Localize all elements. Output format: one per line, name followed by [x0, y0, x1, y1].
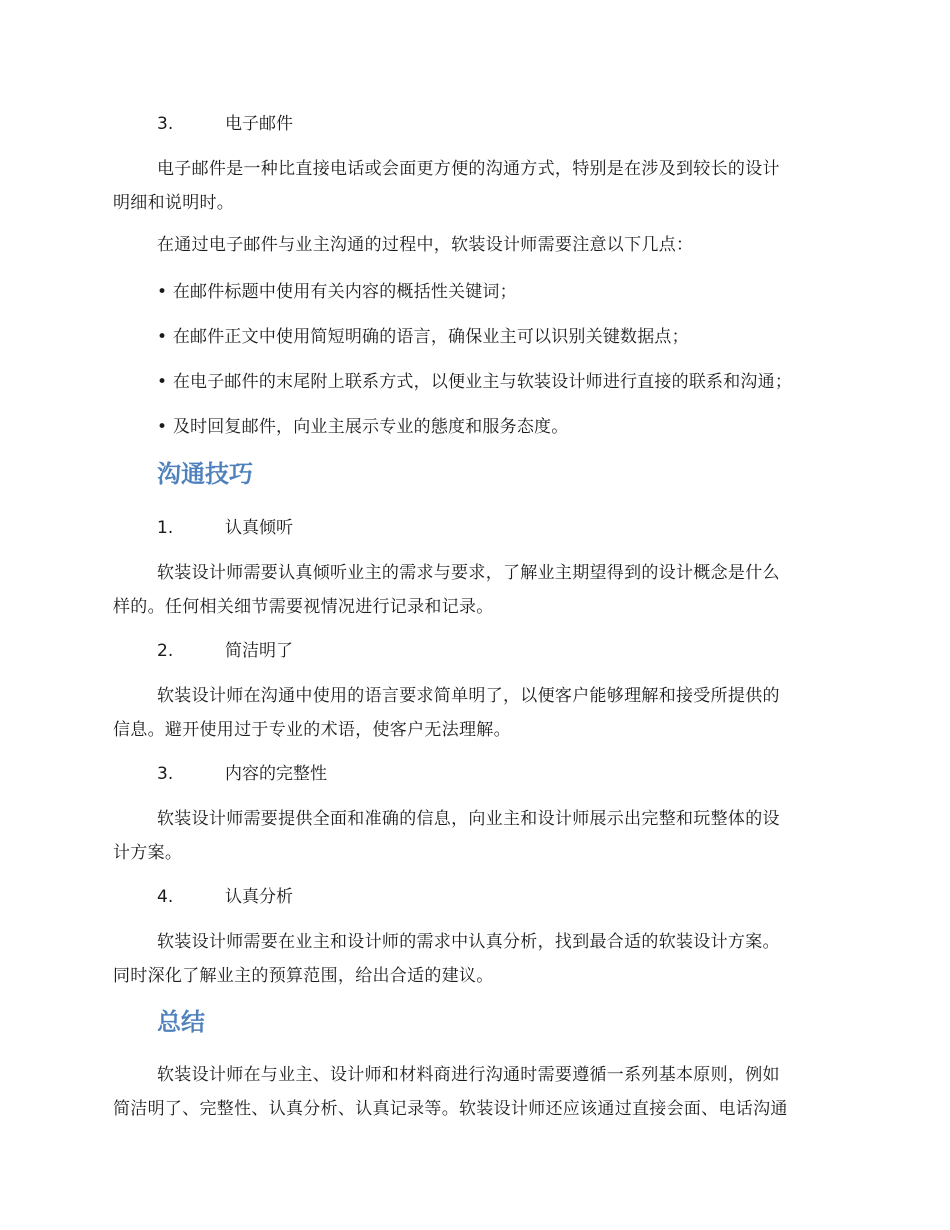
- paragraph-line: 软装设计师需要在业主和设计师的需求中认真分析，找到最合适的软装设计方案。: [157, 932, 780, 952]
- paragraph-line: 计方案。: [113, 843, 183, 863]
- paragraph-line: 软装设计师在与业主、设计师和材料商进行沟通时需要遵循一系列基本原则，例如: [157, 1065, 780, 1085]
- paragraph-concise: [113, 679, 837, 747]
- list-number: 3.: [157, 764, 174, 784]
- paragraph-line: 样的。任何相关细节需要视情况进行记录和记录。: [113, 597, 494, 617]
- bullet-item: • 在邮件正文中使用简短明确的语言，确保业主可以识别关键数据点；: [157, 327, 689, 347]
- section-heading-skills: 沟通技巧: [157, 460, 253, 488]
- paragraph-analysis: [113, 925, 837, 993]
- paragraph-email-intro: [113, 228, 837, 262]
- paragraph-line: 信息。避开使用过于专业的术语，使客户无法理解。: [113, 720, 511, 740]
- list-number: 4.: [157, 887, 174, 907]
- list-number: 2.: [157, 641, 174, 661]
- paragraph-line: 明细和说明时。: [113, 193, 235, 213]
- item-title-concise: 简洁明了: [225, 641, 293, 661]
- paragraph-completeness: [113, 802, 837, 870]
- item-title-listen: 认真倾听: [225, 518, 293, 538]
- item-title-email: 电子邮件: [225, 114, 293, 134]
- paragraph-email-description: [113, 152, 837, 220]
- list-number: 1.: [157, 518, 174, 538]
- paragraph-line: 同时深化了解业主的预算范围，给出合适的建议。: [113, 966, 494, 986]
- paragraph-line: 软装设计师在沟通中使用的语言要求简单明了，以便客户能够理解和接受所提供的: [157, 686, 780, 706]
- item-title-analysis: 认真分析: [225, 887, 293, 907]
- bullet-item: • 在电子邮件的末尾附上联系方式，以便业主与软装设计师进行直接的联系和沟通；: [157, 372, 793, 392]
- paragraph-line: 软装设计师需要提供全面和准确的信息，向业主和设计师展示出完整和玩整体的设: [157, 809, 780, 829]
- paragraph-line: 电子邮件是一种比直接电话或会面更方便的沟通方式，特别是在涉及到较长的设计: [157, 159, 780, 179]
- paragraph-line: 在通过电子邮件与业主沟通的过程中，软装设计师需要注意以下几点：: [157, 235, 694, 255]
- paragraph-line: 软装设计师需要认真倾听业主的需求与要求，了解业主期望得到的设计概念是什么: [157, 563, 780, 583]
- item-title-completeness: 内容的完整性: [225, 764, 327, 784]
- bullet-item: • 及时回复邮件，向业主展示专业的態度和服务态度。: [157, 417, 569, 437]
- paragraph-listen: [113, 556, 837, 624]
- paragraph-line: 简洁明了、完整性、认真分析、认真记录等。软装设计师还应该通过直接会面、电话沟通: [113, 1099, 788, 1119]
- paragraph-summary: [113, 1058, 837, 1126]
- section-heading-summary: 总结: [157, 1008, 205, 1036]
- bullet-item: • 在邮件标题中使用有关内容的概括性关键词；: [157, 282, 517, 302]
- list-number: 3.: [157, 114, 174, 134]
